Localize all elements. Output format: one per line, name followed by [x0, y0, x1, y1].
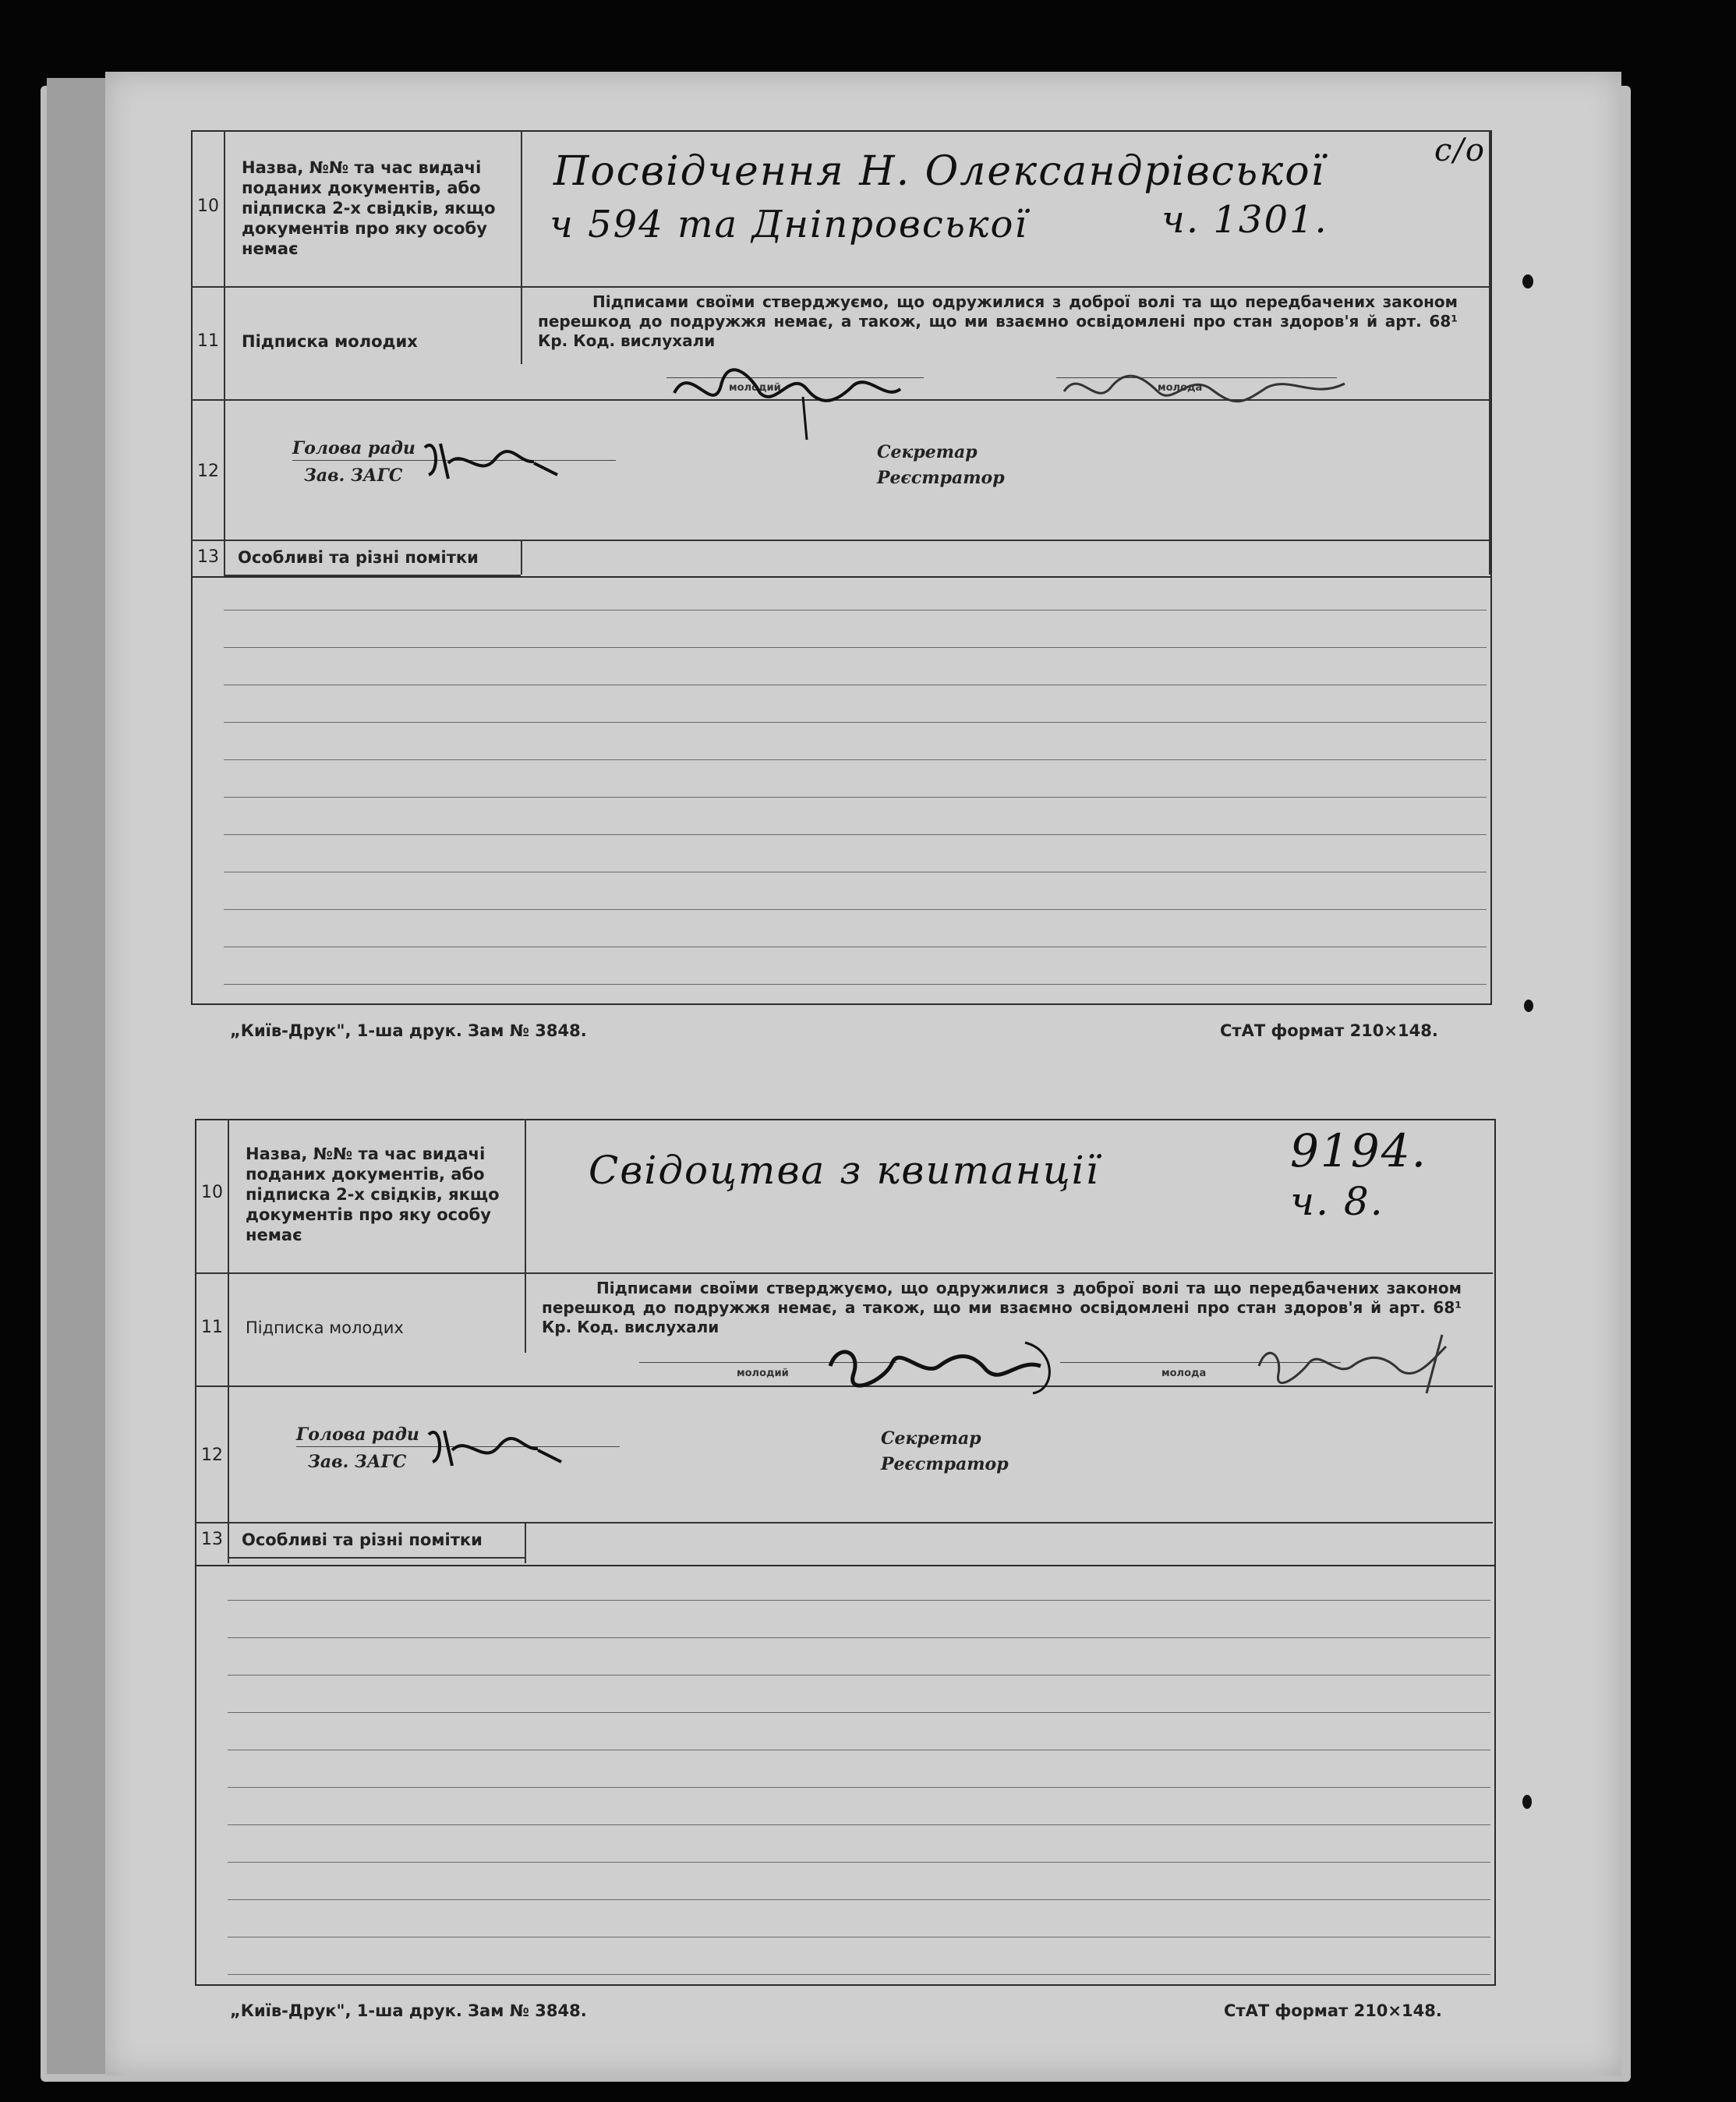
ink-blot	[1522, 274, 1533, 288]
registrar-label: Реєстратор	[881, 1454, 1009, 1474]
zags-head-label: Зав. ЗАГС	[308, 1452, 407, 1472]
printer-imprint-top: „Київ-Друк", 1-ша друк. Зам № 3848.	[230, 1021, 587, 1040]
label-column-divider	[521, 130, 522, 364]
remarks-area-bottom	[195, 1563, 1496, 1986]
ruled-line	[228, 1899, 1490, 1900]
bride-caption: молода	[1158, 382, 1203, 394]
groom-signature	[666, 354, 932, 448]
right-border-upper	[1489, 130, 1490, 575]
row-divider-10-11	[195, 1272, 1493, 1274]
bride-signature	[1056, 360, 1352, 415]
format-note-bottom: СтАТ формат 210×148.	[1224, 2001, 1442, 2020]
ruled-line	[224, 834, 1487, 835]
ruled-line	[228, 1675, 1490, 1676]
row-13-label: Особливі та різні помітки	[238, 548, 479, 567]
format-note-top: СтАТ формат 210×148.	[1220, 1021, 1438, 1040]
row-11-label: Підписка молодих	[242, 332, 418, 351]
printer-imprint-bottom: „Київ-Друк", 1-ша друк. Зам № 3848.	[230, 2001, 587, 2020]
row-number-13: 13	[197, 547, 219, 567]
ruled-line	[228, 1787, 1490, 1788]
zags-head-signature	[417, 432, 573, 494]
row-divider-12-13	[191, 540, 1489, 541]
row-number-divider	[228, 1119, 229, 1563]
row-number-11: 11	[197, 331, 219, 351]
ruled-line	[228, 1712, 1490, 1713]
row-13-label: Особливі та різні помітки	[242, 1530, 483, 1549]
row-10-label: Назва, №№ та час видачі поданих документів, або підписка 2-х свідків, якщо документів про яку особу немає	[246, 1145, 500, 1244]
consent-statement: Підписами своїми стверджуємо, що одружилися з доброї волі та що передбачених законом перешкод до подружжя немає, а також, що ми взаємно освідомлені про стан здоров'я й арт. 68¹ Кр. Код. вислухали	[542, 1279, 1462, 1336]
ruled-line	[224, 722, 1487, 723]
ruled-line	[224, 984, 1487, 985]
label-column-divider-13	[525, 1522, 526, 1563]
row-number-12: 12	[197, 462, 219, 481]
consent-statement: Підписами своїми стверджуємо, що одружилися з доброї волі та що передбачених законом перешкод до подружжя немає, а також, що ми взаємно освідомлені про стан здоров'я й арт. 68¹ Кр. Код. вислухали	[538, 292, 1458, 350]
groom-signature	[822, 1335, 1072, 1397]
handwritten-documents-line2: ч 594 та Дніпровської	[550, 203, 1028, 246]
handwritten-receipt-part: ч. 8.	[1290, 1179, 1384, 1224]
row-11-label: Підписка молодих	[246, 1318, 404, 1337]
row-divider-10-11	[191, 286, 1489, 288]
row-number-10: 10	[201, 1183, 223, 1202]
ruled-line	[224, 759, 1487, 760]
bride-caption: молода	[1161, 1368, 1207, 1379]
head-of-council-label: Голова ради	[292, 438, 415, 458]
secretary-label: Секретар	[881, 1428, 981, 1449]
registrar-label: Реєстратор	[877, 468, 1005, 488]
page-edge-left	[47, 78, 109, 2074]
handwritten-corner-mark: с/о	[1434, 133, 1486, 168]
ruled-line	[228, 1600, 1490, 1601]
ruled-line	[224, 797, 1487, 798]
label-column-divider	[525, 1119, 526, 1353]
handwritten-documents-line2b: ч. 1301.	[1161, 198, 1328, 242]
groom-caption: молодий	[729, 382, 781, 394]
ruled-line	[228, 1637, 1490, 1638]
label-column-divider-13	[521, 540, 522, 575]
row-number-11: 11	[201, 1318, 223, 1337]
secretary-label: Секретар	[877, 442, 978, 462]
handwritten-receipt-number: 9194.	[1290, 1124, 1428, 1177]
row-10-label: Назва, №№ та час видачі поданих документів, або підписка 2-х свідків, якщо документів про яку особу немає	[242, 158, 496, 258]
ruled-line	[228, 1862, 1490, 1863]
row-number-10: 10	[197, 196, 219, 216]
ruled-line	[224, 909, 1487, 910]
bride-signature	[1251, 1331, 1462, 1401]
zags-head-label: Зав. ЗАГС	[304, 465, 403, 486]
remarks-area-top	[191, 575, 1492, 1005]
row-13-label-underline	[228, 1557, 525, 1559]
row-number-12: 12	[201, 1446, 223, 1465]
zags-head-signature	[421, 1419, 577, 1481]
row-number-divider	[224, 130, 225, 575]
handwritten-documents-line1: Свідоцтва з квитанції	[589, 1148, 1100, 1193]
handwritten-documents-line1: Посвідчення Н. Олександрівської	[553, 148, 1326, 195]
groom-caption: молодий	[737, 1368, 789, 1379]
ink-blot	[1522, 1795, 1532, 1809]
head-of-council-label: Голова ради	[296, 1424, 419, 1445]
row-number-13: 13	[201, 1530, 223, 1549]
ruled-line	[224, 647, 1487, 648]
ruled-line	[228, 1824, 1490, 1825]
row-divider-12-13	[195, 1522, 1493, 1523]
register-page	[105, 72, 1621, 2075]
ruled-line	[228, 1974, 1490, 1975]
ink-blot	[1524, 1000, 1533, 1012]
